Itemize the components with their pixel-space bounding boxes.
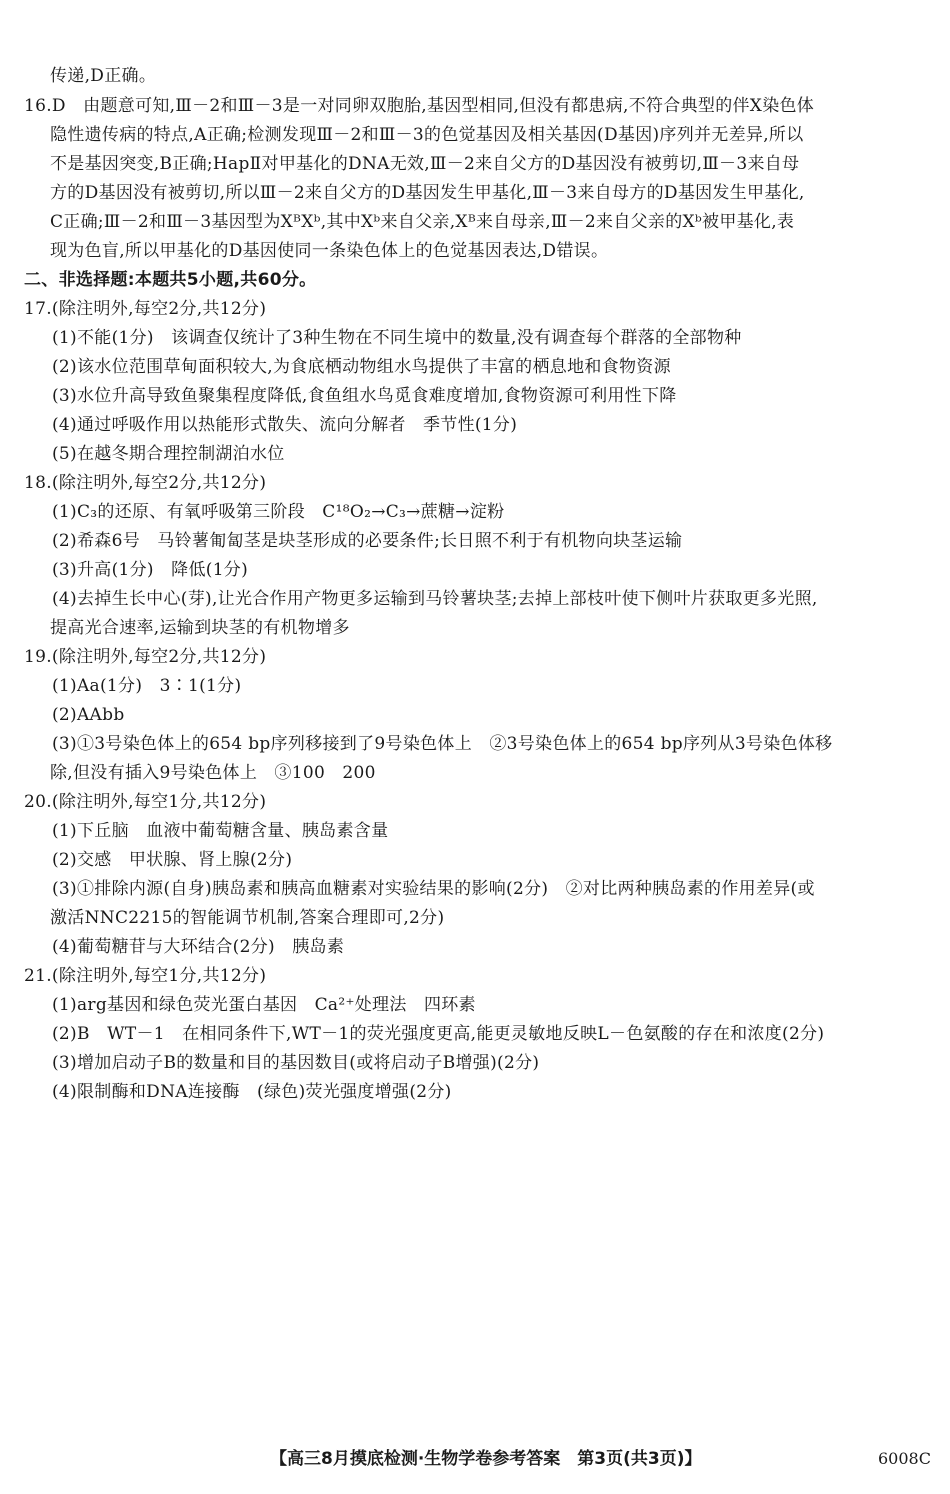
q18-answer-4: (4)去掉生长中心(芽),让光合作用产物更多运输到马铃薯块茎;去掉上部枝叶使下侧叶片获取更多光照,	[52, 589, 818, 609]
document-code: 6008C	[878, 1449, 931, 1468]
q20-answer-3: (3)①排除内源(自身)胰岛素和胰高血糖素对实验结果的影响(2分) ②对比两种胰岛素的作用差异(或	[52, 879, 815, 899]
q16-line-3: 不是基因突变,B正确;HapⅡ对甲基化的DNA无效,Ⅲ－2来自父方的D基因没有被剪切,Ⅲ－3来自母	[50, 154, 800, 174]
q18-answer-3: (3)升高(1分) 降低(1分)	[52, 560, 249, 580]
q19-answer-3-cont: 除,但没有插入9号染色体上 ③100 200	[50, 763, 376, 783]
q17-answer-1: (1)不能(1分) 该调查仅统计了3种生物在不同生境中的数量,没有调查每个群落的全部物种	[52, 328, 742, 348]
q21-header: 21.(除注明外,每空1分,共12分)	[24, 966, 267, 986]
q16-line-4: 方的D基因没有被剪切,所以Ⅲ－2来自父方的D基因发生甲基化,Ⅲ－3来自母方的D基因发生甲基化,	[50, 183, 805, 203]
q17-header: 17.(除注明外,每空2分,共12分)	[24, 299, 267, 319]
q17-answer-2: (2)该水位范围草甸面积较大,为食底栖动物组水鸟提供了丰富的栖息地和食物资源	[52, 357, 671, 377]
q21-answer-2: (2)B WT－1 在相同条件下,WT－1的荧光强度更高,能更灵敏地反映L－色氨酸的存在和浓度(2分)	[52, 1024, 825, 1044]
q21-answer-4: (4)限制酶和DNA连接酶 (绿色)荧光强度增强(2分)	[52, 1082, 452, 1102]
q20-answer-1: (1)下丘脑 血液中葡萄糖含量、胰岛素含量	[52, 821, 389, 841]
q21-answer-3: (3)增加启动子B的数量和目的基因数目(或将启动子B增强)(2分)	[52, 1053, 540, 1073]
q17-answer-3: (3)水位升高导致鱼聚集程度降低,食鱼组水鸟觅食难度增加,食物资源可利用性下降	[52, 386, 677, 406]
q19-answer-3: (3)①3号染色体上的654 bp序列移接到了9号染色体上 ②3号染色体上的654 bp序列从3号染色体移	[52, 734, 833, 754]
q20-answer-2: (2)交感 甲状腺、肾上腺(2分)	[52, 850, 293, 870]
section-heading: 二、非选择题:本题共5小题,共60分。	[24, 270, 317, 290]
q20-answer-3-cont: 激活NNC2215的智能调节机制,答案合理即可,2分)	[50, 908, 445, 928]
page-footer: 【高三8月摸底检测·生物学卷参考答案 第3页(共3页)】	[270, 1449, 702, 1469]
q15-continuation: 传递,D正确。	[50, 66, 157, 86]
q18-header: 18.(除注明外,每空2分,共12分)	[24, 473, 267, 493]
q16-line-2: 隐性遗传病的特点,A正确;检测发现Ⅲ－2和Ⅲ－3的色觉基因及相关基因(D基因)序列并无差异,所以	[50, 125, 804, 145]
q18-answer-1: (1)C₃的还原、有氧呼吸第三阶段 C¹⁸O₂→C₃→蔗糖→淀粉	[52, 502, 505, 522]
q16-line-6: 现为色盲,所以甲基化的D基因使同一条染色体上的色觉基因表达,D错误。	[50, 241, 609, 261]
q19-header: 19.(除注明外,每空2分,共12分)	[24, 647, 267, 667]
q20-answer-4: (4)葡萄糖苷与大环结合(2分) 胰岛素	[52, 937, 345, 957]
q19-answer-1: (1)Aa(1分) 3∶1(1分)	[52, 676, 242, 696]
q21-answer-1: (1)arg基因和绿色荧光蛋白基因 Ca²⁺处理法 四环素	[52, 995, 476, 1015]
q17-answer-5: (5)在越冬期合理控制湖泊水位	[52, 444, 285, 464]
q18-answer-2: (2)希森6号 马铃薯匍匐茎是块茎形成的必要条件;长日照不利于有机物向块茎运输	[52, 531, 683, 551]
q19-answer-2: (2)AAbb	[52, 705, 125, 725]
q16-line-5: C正确;Ⅲ－2和Ⅲ－3基因型为XᴮXᵇ,其中Xᵇ来自父亲,Xᴮ来自母亲,Ⅲ－2来自父亲的Xᵇ被甲基化,表	[50, 212, 795, 232]
q20-header: 20.(除注明外,每空1分,共12分)	[24, 792, 267, 812]
q17-answer-4: (4)通过呼吸作用以热能形式散失、流向分解者 季节性(1分)	[52, 415, 518, 435]
q16-line-1: 16.D 由题意可知,Ⅲ－2和Ⅲ－3是一对同卵双胞胎,基因型相同,但没有都患病,不符合典型的伴X染色体	[24, 96, 815, 116]
q18-answer-4-cont: 提高光合速率,运输到块茎的有机物增多	[50, 618, 350, 638]
